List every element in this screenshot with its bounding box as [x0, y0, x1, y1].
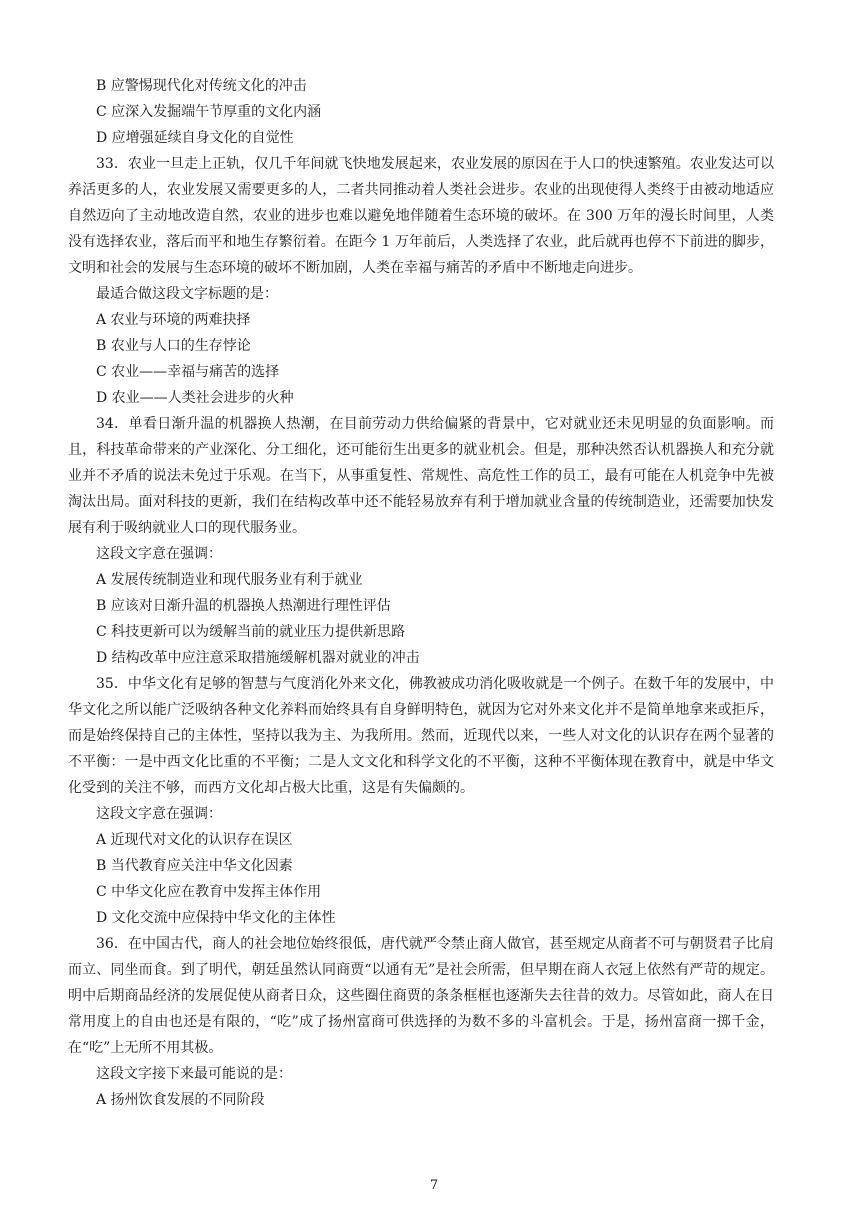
question-34-stem: 34．单看日渐升温的机器换人热潮，在目前劳动力供给偏紧的背景中，它对就业还未见明显的负面影响。而且，科技革命带来的产业深化、分工细化，还可能衍生出更多的就业机会。但是，那种决然否认机器换人和充分就业并不矛盾的说法未免过于乐观。在当下，从事重复性、常规性、高危性工作的员工，最有可能在人机竞争中先被淘汰出局。面对科技的更新，我们在结构改革中还不能轻易放弃有利于增加就业含量的传统制造业，还需要加快发展有利于吸纳就业人口的现代服务业。	[68, 416, 774, 536]
question-34-option-b: B 应该对日渐升温的机器换人热潮进行理性评估	[96, 598, 391, 614]
question-33-option-b: B 农业与人口的生存悖论	[96, 338, 251, 354]
question-36-option-a: A 扬州饮食发展的不同阶段	[96, 1092, 265, 1108]
question-33-option-c: C 农业——幸福与痛苦的选择	[96, 364, 280, 380]
question-35-option-d: D 文化交流中应保持中华文化的主体性	[96, 910, 336, 926]
page-content	[68, 73, 776, 1113]
question-33-option-a: A 农业与环境的两难抉择	[96, 312, 251, 328]
prev-option-b: B 应警惕现代化对传统文化的冲击	[96, 78, 307, 94]
question-34-option-c: C 科技更新可以为缓解当前的就业压力提供新思路	[96, 624, 406, 640]
question-35-stem: 35．中华文化有足够的智慧与气度消化外来文化，佛教被成功消化吸收就是一个例子。在数千年的发展中，中华文化之所以能广泛吸纳各种文化养料而始终具有自身鲜明特色，就因为它对外来文化并不是简单地拿来或拒斥，而是始终保持自己的主体性，坚持以我为主、为我所用。然而，近现代以来，一些人对文化的认识存在两个显著的不平衡：一是中西文化比重的不平衡；二是人文文化和科学文化的不平衡，这种不平衡体现在教育中，就是中华文化受到的关注不够，而西方文化却占极大比重，这是有失偏颇的。	[68, 676, 774, 796]
question-33-prompt: 最适合做这段文字标题的是：	[96, 286, 278, 302]
page-number: 7	[429, 1178, 439, 1193]
question-35-option-b: B 当代教育应关注中华文化因素	[96, 858, 293, 874]
question-34-option-a: A 发展传统制造业和现代服务业有利于就业	[96, 572, 363, 588]
question-35-option-c: C 中华文化应在教育中发挥主体作用	[96, 884, 322, 900]
question-35-prompt: 这段文字意在强调：	[96, 806, 222, 822]
question-33-option-d: D 农业——人类社会进步的火种	[96, 390, 294, 406]
question-34-option-d: D 结构改革中应注意采取措施缓解机器对就业的冲击	[96, 650, 420, 666]
question-36-stem: 36．在中国古代，商人的社会地位始终很低，唐代就严令禁止商人做官，甚至规定从商者不可与朝贤君子比肩而立、同坐而食。到了明代，朝廷虽然认同商贾“以通有无”是社会所需，但早期在商人衣冠上依然有严苛的规定。明中后期商品经济的发展促使从商者日众，这些圈住商贾的条条框框也逐渐失去往昔的效力。尽管如此，商人在日常用度上的自由也还是有限的，“吃”成了扬州富商可供选择的为数不多的斗富机会。于是，扬州富商一掷千金，在“吃”上无所不用其极。	[68, 936, 774, 1056]
prev-option-c: C 应深入发掘端午节厚重的文化内涵	[96, 104, 322, 120]
question-35-option-a: A 近现代对文化的认识存在误区	[96, 832, 293, 848]
question-36-prompt: 这段文字接下来最可能说的是：	[96, 1066, 292, 1082]
question-33-stem: 33．农业一旦走上正轨，仅几千年间就飞快地发展起来，农业发展的原因在于人口的快速繁殖。农业发达可以养活更多的人，农业发展又需要更多的人，二者共同推动着人类社会进步。农业的出现使得人类终于由被动地适应自然迈向了主动地改造自然，农业的进步也难以避免地伴随着生态环境的破坏。在 300 万年的漫长时间里，人类没有选择农业，落后而平和地生存繁衍着。在距今 1 万年前后，人类选择了农业，此后就再也停不下前进的脚步，文明和社会的发展与生态环境的破坏不断加剧，人类在幸福与痛苦的矛盾中不断地走向进步。	[68, 156, 774, 276]
prev-option-d: D 应增强延续自身文化的自觉性	[96, 130, 294, 146]
question-34-prompt: 这段文字意在强调：	[96, 546, 222, 562]
